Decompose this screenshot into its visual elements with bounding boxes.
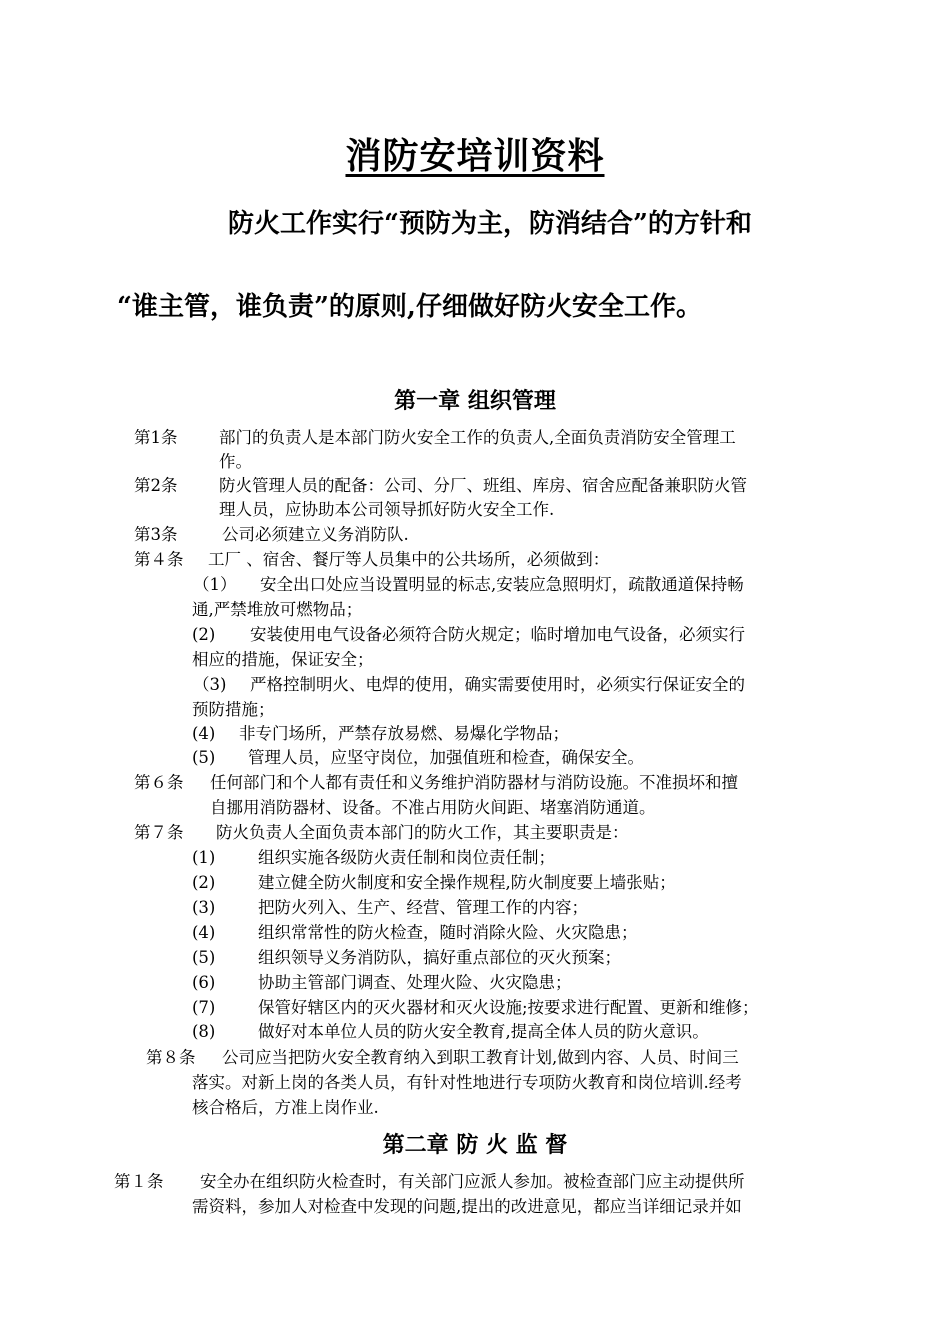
list-item-text: 预防措施； — [192, 700, 275, 719]
article-label: 第７条 — [134, 823, 184, 842]
list-item-text: 安装使用电气设备必须符合防火规定；临时增加电气设备，必须实行 — [250, 625, 745, 644]
article-text: 自挪用消防器材、设备。不准占用防火间距、堵塞消防通道。 — [210, 798, 656, 817]
list-item-text: 非专门场所，严禁存放易燃、易爆化学物品； — [239, 724, 569, 743]
article-text: 部门的负责人是本部门防火安全工作的负责人,全面负责消防安全管理工 — [219, 428, 736, 447]
list-item-number: （3) — [193, 675, 227, 694]
chapter-1-heading: 第一章 组织管理 — [394, 388, 556, 414]
article-text: 防火负责人全面负责本部门的防火工作，其主要职责是： — [216, 823, 629, 842]
intro-line-1: 防火工作实行“预防为主，防消结合”的方针和 — [228, 209, 752, 239]
article-text: 落实。对新上岗的各类人员，有针对性地进行专项防火教育和岗位培训.经考 — [192, 1073, 742, 1092]
article-text: 公司应当把防火安全教育纳入到职工教育计划,做到内容、人员、时间三 — [222, 1048, 739, 1067]
list-item-text: 相应的措施，保证安全； — [192, 650, 374, 669]
article-label: 第3条 — [134, 525, 178, 544]
list-item-number: (1) — [192, 848, 216, 867]
article-text: 需资料，参加人对检查中发现的问题,提出的改进意见，都应当详细记录并如 — [192, 1197, 742, 1216]
intro-line-2: “谁主管，谁负责”的原则,仔细做好防火安全工作。 — [117, 292, 702, 322]
list-item-text: 保管好辖区内的灭火器材和灭火设施;按要求进行配置、更新和维修； — [258, 998, 759, 1017]
article-label: 第１条 — [114, 1172, 164, 1191]
article-label: 第６条 — [134, 773, 184, 792]
list-item-number: (6) — [192, 973, 216, 992]
list-item-text: 通,严禁堆放可燃物品； — [192, 600, 363, 619]
list-item-number: (5) — [192, 948, 216, 967]
list-item-number: (8) — [192, 1022, 216, 1041]
list-item-number: (2) — [192, 873, 216, 892]
list-item-number: (3) — [192, 898, 216, 917]
article-text: 防火管理人员的配备：公司、分厂、班组、库房、宿舍应配备兼职防火管 — [219, 476, 747, 495]
list-item-text: 安全出口处应当设置明显的标志,安装应急照明灯，疏散通道保持畅 — [260, 575, 744, 594]
list-item-number: (4) — [192, 923, 216, 942]
article-label: 第2条 — [134, 476, 178, 495]
list-item-text: 严格控制明火、电焊的使用，确实需要使用时，必须实行保证安全的 — [250, 675, 745, 694]
list-item-text: 组织实施各级防火责任制和岗位责任制； — [258, 848, 555, 867]
list-item-text: 组织领导义务消防队，搞好重点部位的灭火预案； — [258, 948, 621, 967]
document-title: 消防安培训资料 — [345, 135, 605, 177]
list-item-text: 管理人员，应坚守岗位，加强值班和检查，确保安全。 — [248, 748, 644, 767]
list-item-text: 协助主管部门调查、处理火险、火灾隐患； — [258, 973, 572, 992]
list-item-text: 建立健全防火制度和安全操作规程,防火制度要上墙张贴； — [258, 873, 676, 892]
article-label: 第1条 — [134, 428, 178, 447]
chapter-2-heading: 第二章 防 火 监 督 — [382, 1132, 568, 1158]
article-label: 第４条 — [134, 550, 184, 569]
article-text: 核合格后，方准上岗作业. — [192, 1098, 379, 1117]
list-item-text: 做好对本单位人员的防火安全教育,提高全体人员的防火意识。 — [258, 1022, 709, 1041]
article-label: 第８条 — [146, 1048, 196, 1067]
article-text: 工厂 、宿舍、餐厅等人员集中的公共场所，必须做到： — [208, 550, 610, 569]
list-item-text: 组织常常性的防火检查，随时消除火险、火灾隐患； — [258, 923, 638, 942]
list-item-number: （1） — [193, 575, 237, 594]
list-item-number: (5) — [192, 748, 216, 767]
list-item-number: (2) — [192, 625, 216, 644]
article-text: 理人员，应协助本公司领导抓好防火安全工作. — [219, 500, 555, 519]
list-item-number: (7) — [192, 998, 216, 1017]
list-item-text: 把防火列入、生产、经营、管理工作的内容； — [258, 898, 588, 917]
article-text: 安全办在组织防火检查时，有关部门应派人参加。被检查部门应主动提供所 — [200, 1172, 745, 1191]
list-item-number: (4) — [192, 724, 216, 743]
article-text: 任何部门和个人都有责任和义务维护消防器材与消防设施。不准损坏和擅 — [210, 773, 738, 792]
article-text: 公司必须建立义务消防队. — [222, 525, 409, 544]
article-text: 作。 — [219, 452, 252, 471]
